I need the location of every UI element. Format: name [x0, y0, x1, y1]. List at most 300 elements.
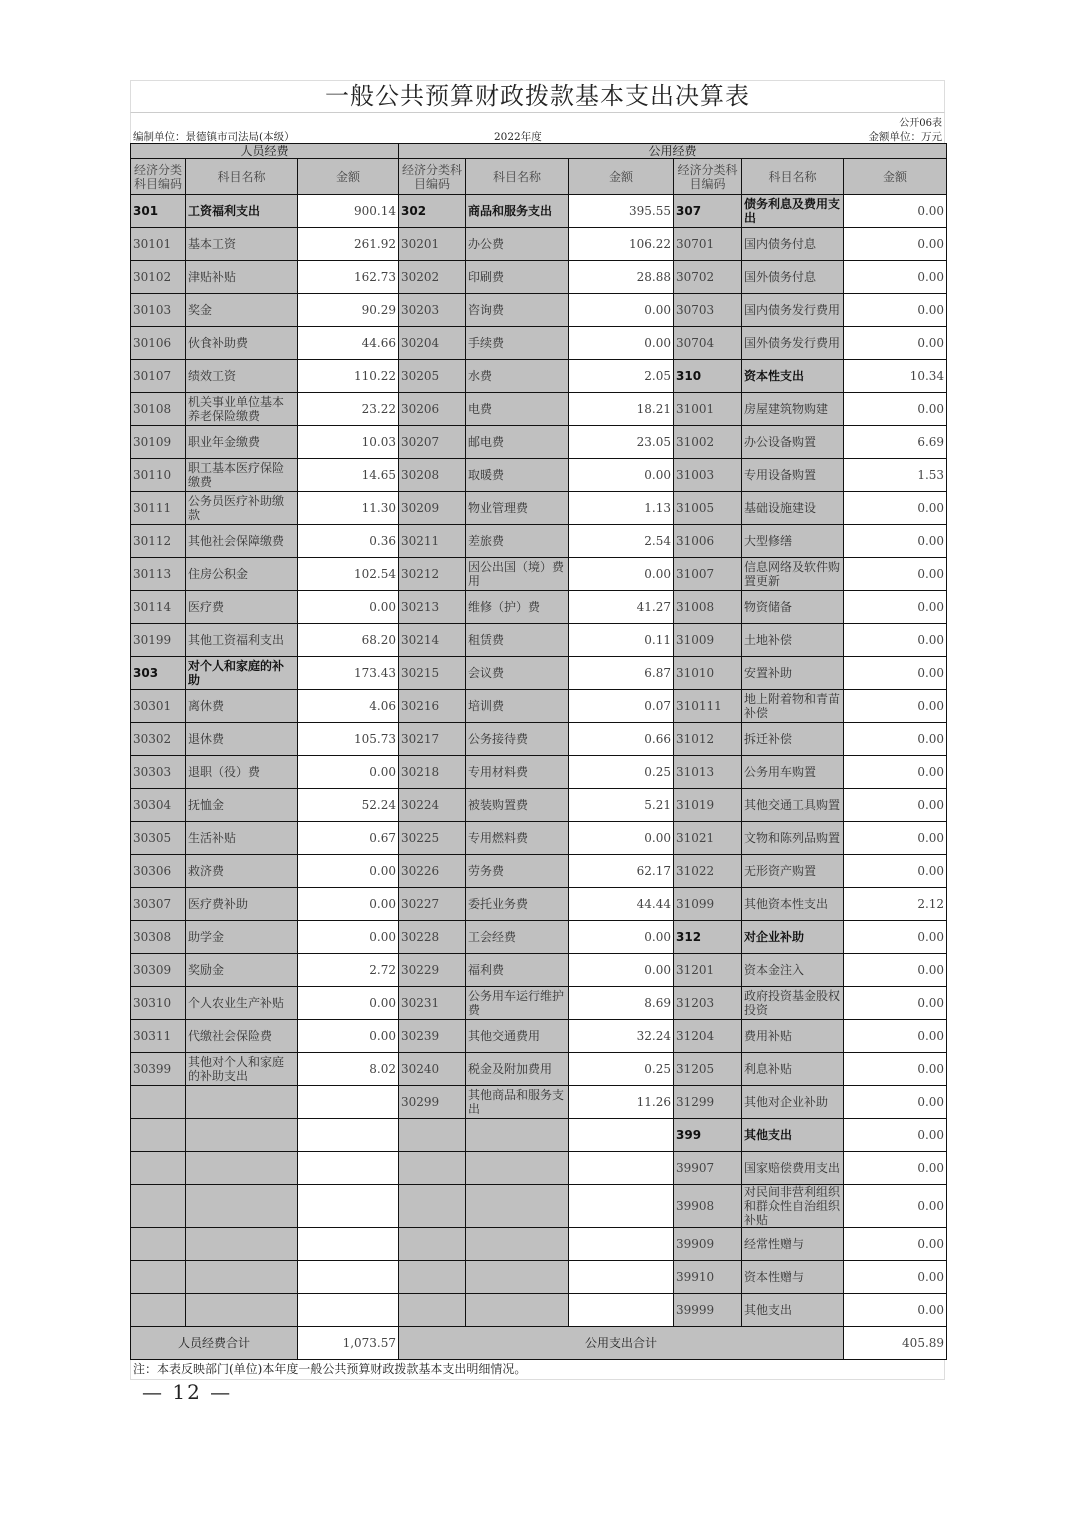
code-cell	[399, 1294, 466, 1327]
table-number: 公开06表	[899, 118, 942, 129]
amount-cell	[569, 1294, 674, 1327]
name-cell	[466, 1294, 569, 1327]
code-cell: 31203	[674, 987, 742, 1020]
public-total-value: 405.89	[844, 1327, 947, 1360]
code-cell	[131, 1185, 186, 1228]
code-cell: 31204	[674, 1020, 742, 1053]
amount-cell: 14.65	[298, 459, 399, 492]
amount-cell	[569, 1185, 674, 1228]
amount-cell	[569, 1228, 674, 1261]
amount-cell	[298, 1086, 399, 1119]
name-cell: 文物和陈列品购置	[742, 822, 844, 855]
footnote: 注：本表反映部门(单位)本年度一般公共预算财政拨款基本支出明细情况。	[130, 1360, 945, 1380]
amount-cell: 90.29	[298, 294, 399, 327]
amount-cell: 8.69	[569, 987, 674, 1020]
code-cell: 30112	[131, 525, 186, 558]
amount-cell: 8.02	[298, 1053, 399, 1086]
name-cell: 其他对个人和家庭的补助支出	[186, 1053, 298, 1086]
amount-cell: 0.00	[844, 1261, 947, 1294]
code-cell: 31012	[674, 723, 742, 756]
table-row	[131, 822, 947, 855]
amount-cell: 0.00	[298, 987, 399, 1020]
code-cell: 30114	[131, 591, 186, 624]
fiscal-year: 2022年度	[494, 131, 542, 143]
code-cell: 31299	[674, 1086, 742, 1119]
amount-cell: 0.00	[569, 921, 674, 954]
name-cell: 其他对企业补助	[742, 1086, 844, 1119]
code-cell: 30107	[131, 360, 186, 393]
name-cell: 因公出国（境）费用	[466, 558, 569, 591]
name-cell: 维修（护）费	[466, 591, 569, 624]
code-cell: 30303	[131, 756, 186, 789]
table-row	[131, 327, 947, 360]
name-cell: 公务接待费	[466, 723, 569, 756]
name-cell: 办公设备购置	[742, 426, 844, 459]
amount-cell: 0.00	[569, 294, 674, 327]
amount-cell: 0.07	[569, 690, 674, 723]
table-row	[131, 690, 947, 723]
code-cell: 30228	[399, 921, 466, 954]
amount-cell: 0.00	[844, 591, 947, 624]
name-cell: 债务利息及费用支出	[742, 195, 844, 228]
amount-cell: 0.00	[844, 921, 947, 954]
name-cell: 其他资本性支出	[742, 888, 844, 921]
public-total-label: 公用支出合计	[399, 1327, 844, 1360]
name-cell	[466, 1119, 569, 1152]
amount-cell: 0.00	[569, 954, 674, 987]
amount-cell: 0.67	[298, 822, 399, 855]
code-cell: 39907	[674, 1152, 742, 1185]
name-cell: 职业年金缴费	[186, 426, 298, 459]
code-cell: 30199	[131, 624, 186, 657]
name-cell: 物资储备	[742, 591, 844, 624]
amount-cell: 10.34	[844, 360, 947, 393]
code-cell: 31021	[674, 822, 742, 855]
amount-cell: 0.00	[298, 1020, 399, 1053]
header-name-1: 科目名称	[186, 159, 298, 195]
table-row	[131, 228, 947, 261]
name-cell: 培训费	[466, 690, 569, 723]
amount-cell	[569, 1152, 674, 1185]
amount-cell: 0.00	[569, 822, 674, 855]
code-cell: 30217	[399, 723, 466, 756]
name-cell	[186, 1261, 298, 1294]
name-cell: 物业管理费	[466, 492, 569, 525]
amount-cell: 0.00	[844, 393, 947, 426]
amount-cell: 52.24	[298, 789, 399, 822]
header-amount-2: 金额	[569, 159, 674, 195]
code-cell: 31008	[674, 591, 742, 624]
amount-cell: 0.00	[844, 1086, 947, 1119]
code-cell: 30106	[131, 327, 186, 360]
amount-cell: 0.00	[569, 459, 674, 492]
name-cell: 地上附着物和青苗补偿	[742, 690, 844, 723]
name-cell: 机关事业单位基本养老保险缴费	[186, 393, 298, 426]
name-cell: 手续费	[466, 327, 569, 360]
name-cell: 奖金	[186, 294, 298, 327]
code-cell: 30110	[131, 459, 186, 492]
code-cell	[131, 1119, 186, 1152]
code-cell: 30302	[131, 723, 186, 756]
code-cell	[399, 1228, 466, 1261]
code-cell: 31010	[674, 657, 742, 690]
amount-cell: 2.54	[569, 525, 674, 558]
name-cell: 离休费	[186, 690, 298, 723]
table-row	[131, 1294, 947, 1327]
table-row	[131, 591, 947, 624]
code-cell: 31205	[674, 1053, 742, 1086]
code-cell: 30224	[399, 789, 466, 822]
amount-cell: 0.00	[298, 756, 399, 789]
table-row	[131, 987, 947, 1020]
table-row	[131, 426, 947, 459]
group-personnel: 人员经费	[131, 144, 399, 159]
name-cell: 租赁费	[466, 624, 569, 657]
name-cell: 医疗费补助	[186, 888, 298, 921]
name-cell: 对企业补助	[742, 921, 844, 954]
name-cell: 取暖费	[466, 459, 569, 492]
code-cell: 30102	[131, 261, 186, 294]
code-cell: 30240	[399, 1053, 466, 1086]
amount-cell	[569, 1119, 674, 1152]
name-cell: 职工基本医疗保险缴费	[186, 459, 298, 492]
amount-cell: 1.13	[569, 492, 674, 525]
code-cell: 30209	[399, 492, 466, 525]
name-cell: 大型修缮	[742, 525, 844, 558]
amount-cell: 0.00	[844, 1185, 947, 1228]
header-code-1: 经济分类科目编码	[131, 159, 186, 195]
personnel-total-value: 1,073.57	[298, 1327, 399, 1360]
header-name-3: 科目名称	[742, 159, 844, 195]
amount-cell: 0.00	[844, 723, 947, 756]
name-cell: 工资福利支出	[186, 195, 298, 228]
code-cell: 30226	[399, 855, 466, 888]
name-cell: 办公费	[466, 228, 569, 261]
amount-cell: 0.25	[569, 1053, 674, 1086]
table-row	[131, 294, 947, 327]
amount-cell: 0.00	[844, 1152, 947, 1185]
name-cell	[186, 1294, 298, 1327]
code-cell: 30214	[399, 624, 466, 657]
name-cell: 住房公积金	[186, 558, 298, 591]
name-cell: 资本性赠与	[742, 1261, 844, 1294]
name-cell: 其他交通费用	[466, 1020, 569, 1053]
table-row	[131, 756, 947, 789]
code-cell	[399, 1261, 466, 1294]
code-cell: 30310	[131, 987, 186, 1020]
table-row	[131, 789, 947, 822]
name-cell: 印刷费	[466, 261, 569, 294]
code-cell: 301	[131, 195, 186, 228]
code-cell: 31019	[674, 789, 742, 822]
amount-cell: 6.87	[569, 657, 674, 690]
code-cell: 31013	[674, 756, 742, 789]
table-row	[131, 393, 947, 426]
report-sheet	[130, 80, 945, 1380]
name-cell: 国内债务发行费用	[742, 294, 844, 327]
code-cell: 30216	[399, 690, 466, 723]
name-cell: 绩效工资	[186, 360, 298, 393]
meta-row-2	[130, 127, 945, 143]
code-cell: 30215	[399, 657, 466, 690]
code-cell	[399, 1152, 466, 1185]
name-cell: 伙食补助费	[186, 327, 298, 360]
name-cell: 生活补贴	[186, 822, 298, 855]
amount-cell: 0.00	[298, 591, 399, 624]
code-cell	[131, 1261, 186, 1294]
amount-cell	[298, 1261, 399, 1294]
name-cell	[186, 1185, 298, 1228]
code-cell: 30206	[399, 393, 466, 426]
code-cell: 30101	[131, 228, 186, 261]
table-row	[131, 525, 947, 558]
code-cell	[399, 1185, 466, 1228]
amount-cell: 0.00	[844, 987, 947, 1020]
code-cell: 399	[674, 1119, 742, 1152]
name-cell	[186, 1152, 298, 1185]
column-header-row	[131, 159, 947, 195]
amount-cell: 0.00	[844, 1294, 947, 1327]
name-cell: 其他社会保障缴费	[186, 525, 298, 558]
name-cell: 对民间非营利组织和群众性自治组织补贴	[742, 1185, 844, 1228]
amount-cell: 0.00	[844, 624, 947, 657]
code-cell: 30704	[674, 327, 742, 360]
name-cell: 公务员医疗补助缴款	[186, 492, 298, 525]
name-cell: 无形资产购置	[742, 855, 844, 888]
amount-cell: 0.00	[844, 1228, 947, 1261]
code-cell: 30305	[131, 822, 186, 855]
name-cell: 利息补贴	[742, 1053, 844, 1086]
name-cell: 资本性支出	[742, 360, 844, 393]
name-cell: 被装购置费	[466, 789, 569, 822]
amount-cell: 1.53	[844, 459, 947, 492]
amount-cell	[298, 1185, 399, 1228]
amount-cell: 5.21	[569, 789, 674, 822]
amount-cell: 173.43	[298, 657, 399, 690]
header-name-2: 科目名称	[466, 159, 569, 195]
code-cell: 31201	[674, 954, 742, 987]
header-amount-1: 金额	[298, 159, 399, 195]
name-cell: 劳务费	[466, 855, 569, 888]
code-cell: 31005	[674, 492, 742, 525]
amount-cell: 0.00	[844, 855, 947, 888]
amount-cell: 0.00	[844, 789, 947, 822]
table-row	[131, 1086, 947, 1119]
name-cell: 房屋建筑物购建	[742, 393, 844, 426]
code-cell	[131, 1228, 186, 1261]
name-cell: 基本工资	[186, 228, 298, 261]
name-cell: 抚恤金	[186, 789, 298, 822]
amount-cell: 4.06	[298, 690, 399, 723]
table-row	[131, 360, 947, 393]
group-public: 公用经费	[399, 144, 947, 159]
table-row	[131, 195, 947, 228]
table-row	[131, 921, 947, 954]
name-cell: 商品和服务支出	[466, 195, 569, 228]
name-cell: 基础设施建设	[742, 492, 844, 525]
amount-cell: 0.00	[298, 855, 399, 888]
code-cell: 31007	[674, 558, 742, 591]
amount-cell: 900.14	[298, 195, 399, 228]
name-cell: 其他商品和服务支出	[466, 1086, 569, 1119]
name-cell: 其他交通工具购置	[742, 789, 844, 822]
amount-cell: 0.36	[298, 525, 399, 558]
amount-cell	[298, 1228, 399, 1261]
code-cell: 30204	[399, 327, 466, 360]
code-cell: 30227	[399, 888, 466, 921]
amount-cell: 0.00	[569, 327, 674, 360]
name-cell: 拆迁补偿	[742, 723, 844, 756]
name-cell: 退职（役）费	[186, 756, 298, 789]
amount-cell	[298, 1152, 399, 1185]
amount-cell: 0.00	[298, 888, 399, 921]
table-row	[131, 261, 947, 294]
name-cell: 医疗费	[186, 591, 298, 624]
amount-cell: 0.00	[844, 327, 947, 360]
name-cell: 公务用车运行维护费	[466, 987, 569, 1020]
code-cell: 30212	[399, 558, 466, 591]
code-cell	[399, 1119, 466, 1152]
name-cell: 对个人和家庭的补助	[186, 657, 298, 690]
name-cell: 国内债务付息	[742, 228, 844, 261]
code-cell: 307	[674, 195, 742, 228]
amount-cell: 106.22	[569, 228, 674, 261]
amount-cell: 62.17	[569, 855, 674, 888]
table-row	[131, 1053, 947, 1086]
amount-cell: 2.05	[569, 360, 674, 393]
meta-row-1	[130, 113, 945, 127]
name-cell: 救济费	[186, 855, 298, 888]
amount-cell: 0.00	[844, 822, 947, 855]
code-cell: 30702	[674, 261, 742, 294]
table-row	[131, 1261, 947, 1294]
amount-cell: 0.00	[844, 1020, 947, 1053]
amount-cell: 2.12	[844, 888, 947, 921]
table-row	[131, 954, 947, 987]
expenditure-table	[130, 143, 947, 1360]
table-row	[131, 1119, 947, 1152]
code-cell: 30301	[131, 690, 186, 723]
code-cell: 30108	[131, 393, 186, 426]
name-cell: 国家赔偿费用支出	[742, 1152, 844, 1185]
amount-cell: 6.69	[844, 426, 947, 459]
name-cell	[186, 1119, 298, 1152]
code-cell: 39910	[674, 1261, 742, 1294]
name-cell: 税金及附加费用	[466, 1053, 569, 1086]
code-cell: 30299	[399, 1086, 466, 1119]
code-cell	[131, 1086, 186, 1119]
name-cell: 代缴社会保险费	[186, 1020, 298, 1053]
personnel-total-label: 人员经费合计	[131, 1327, 298, 1360]
name-cell: 津贴补贴	[186, 261, 298, 294]
code-cell: 30201	[399, 228, 466, 261]
amount-cell: 0.00	[844, 1053, 947, 1086]
amount-cell: 162.73	[298, 261, 399, 294]
code-cell: 31022	[674, 855, 742, 888]
name-cell: 奖励金	[186, 954, 298, 987]
amount-cell: 110.22	[298, 360, 399, 393]
code-cell: 39999	[674, 1294, 742, 1327]
amount-cell: 0.00	[844, 525, 947, 558]
name-cell: 信息网络及软件购置更新	[742, 558, 844, 591]
code-cell: 30213	[399, 591, 466, 624]
header-amount-3: 金额	[844, 159, 947, 195]
amount-cell: 0.00	[844, 954, 947, 987]
code-cell: 30307	[131, 888, 186, 921]
table-row	[131, 657, 947, 690]
amount-unit: 金额单位：万元	[868, 131, 942, 143]
code-cell: 310	[674, 360, 742, 393]
amount-cell: 0.00	[298, 921, 399, 954]
amount-cell: 102.54	[298, 558, 399, 591]
name-cell: 国外债务发行费用	[742, 327, 844, 360]
code-cell: 31002	[674, 426, 742, 459]
amount-cell: 0.00	[844, 690, 947, 723]
name-cell: 专用设备购置	[742, 459, 844, 492]
code-cell: 30207	[399, 426, 466, 459]
amount-cell	[298, 1294, 399, 1327]
amount-cell: 23.22	[298, 393, 399, 426]
name-cell	[466, 1261, 569, 1294]
amount-cell: 18.21	[569, 393, 674, 426]
name-cell: 费用补贴	[742, 1020, 844, 1053]
table-row	[131, 1185, 947, 1228]
header-code-3: 经济分类科目编码	[674, 159, 742, 195]
amount-cell: 0.00	[844, 756, 947, 789]
amount-cell: 10.03	[298, 426, 399, 459]
code-cell: 30113	[131, 558, 186, 591]
code-cell: 31009	[674, 624, 742, 657]
name-cell: 电费	[466, 393, 569, 426]
name-cell	[466, 1228, 569, 1261]
name-cell: 助学金	[186, 921, 298, 954]
name-cell: 邮电费	[466, 426, 569, 459]
table-row	[131, 558, 947, 591]
table-row	[131, 624, 947, 657]
table-row	[131, 1228, 947, 1261]
table-row	[131, 492, 947, 525]
code-cell: 30311	[131, 1020, 186, 1053]
amount-cell	[569, 1261, 674, 1294]
header-code-2: 经济分类科目编码	[399, 159, 466, 195]
name-cell: 委托业务费	[466, 888, 569, 921]
page-number: — 12 —	[142, 1380, 233, 1404]
amount-cell: 11.26	[569, 1086, 674, 1119]
code-cell: 30203	[399, 294, 466, 327]
amount-cell	[298, 1119, 399, 1152]
name-cell	[186, 1228, 298, 1261]
code-cell: 30111	[131, 492, 186, 525]
name-cell: 差旅费	[466, 525, 569, 558]
code-cell: 31001	[674, 393, 742, 426]
code-cell: 30309	[131, 954, 186, 987]
code-cell: 312	[674, 921, 742, 954]
code-cell: 302	[399, 195, 466, 228]
table-body	[131, 195, 947, 1327]
name-cell: 会议费	[466, 657, 569, 690]
code-cell: 30306	[131, 855, 186, 888]
name-cell: 土地补偿	[742, 624, 844, 657]
code-cell: 39908	[674, 1185, 742, 1228]
amount-cell: 0.00	[844, 195, 947, 228]
code-cell: 31006	[674, 525, 742, 558]
name-cell: 退休费	[186, 723, 298, 756]
name-cell	[466, 1152, 569, 1185]
code-cell: 30304	[131, 789, 186, 822]
name-cell: 咨询费	[466, 294, 569, 327]
table-row	[131, 888, 947, 921]
amount-cell: 0.00	[844, 261, 947, 294]
